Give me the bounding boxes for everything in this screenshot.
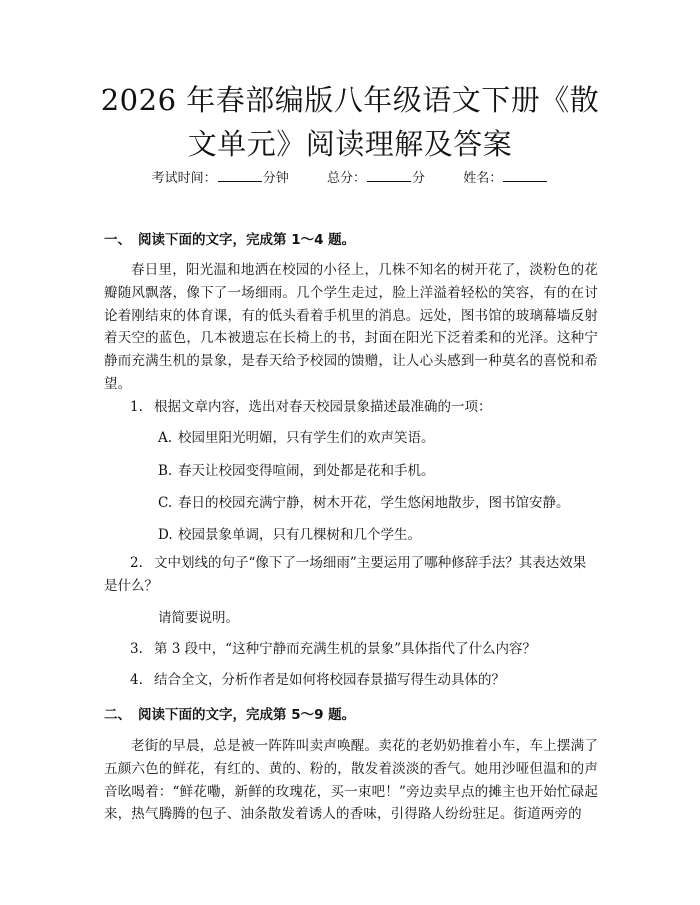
section-2-instruction: 阅读下面的文字，完成第 5～9 题。 [138, 707, 356, 723]
option-b-label: B. [158, 463, 173, 479]
question-1-option-a[interactable] [158, 428, 435, 448]
section-2-number: 二、 [104, 707, 131, 723]
student-name-blank[interactable] [503, 169, 547, 182]
option-a-label: A. [158, 430, 173, 446]
option-b-text: 春天让校园变得喧闹，到处都是花和手机。 [178, 463, 435, 479]
student-name-label: 姓名： [463, 171, 503, 186]
total-score-field [327, 171, 425, 186]
exam-time-field [152, 171, 289, 186]
exam-time-blank[interactable] [218, 169, 262, 182]
question-1 [104, 396, 598, 419]
section-2-heading [104, 705, 355, 725]
option-d-text: 校园景象单调，只有几棵树和几个学生。 [178, 527, 421, 543]
section-1-heading [104, 230, 355, 250]
question-3-text: 第 3 段中，“这种宁静而充满生机的景象”具体指代了什么内容？ [154, 641, 536, 657]
question-2-note: 请简要说明。 [158, 610, 239, 626]
question-4 [104, 669, 598, 692]
question-1-option-b[interactable] [158, 461, 435, 481]
total-score-label: 总分： [326, 171, 366, 186]
question-3 [104, 638, 598, 661]
question-3-number: 3. [130, 641, 143, 657]
question-4-number: 4. [130, 672, 143, 688]
question-1-text: 根据文章内容，选出对春天校园景象描述最准确的一项： [154, 399, 492, 415]
student-name-field [463, 171, 548, 186]
option-a-text: 校园里阳光明媚，只有学生们的欢声笑语。 [178, 430, 435, 446]
question-1-option-c[interactable] [158, 493, 570, 513]
question-2-number: 2. [130, 555, 143, 571]
option-c-text: 春日的校园充满宁静，树木开花，学生悠闲地散步，图书馆安静。 [178, 495, 570, 511]
exam-time-unit: 分钟 [262, 171, 289, 186]
section-1-number: 一、 [104, 232, 131, 248]
exam-time-label: 考试时间： [151, 171, 217, 186]
total-score-unit: 分 [412, 171, 426, 186]
document-title: 2026 年春部编版八年级语文下册《散文单元》阅读理解及答案 [100, 83, 600, 161]
question-4-text: 结合全文，分析作者是如何将校园春景描写得生动具体的？ [154, 672, 505, 688]
total-score-blank[interactable] [367, 169, 411, 182]
exam-meta-line [0, 169, 700, 188]
section-2-passage: 老街的早晨，总是被一阵阵叫卖声唤醒。卖花的老奶奶推着小车，车上摆满了五颜六色的鲜花，有红的、黄的、粉的，散发着淡淡的香气。她用沙哑但温和的声音吆喝着：“鲜花嘞，新鲜的玫瑰花，买一束吧！”旁边卖早点的摊主也开始忙碌起来，热气腾腾的包子、油条散发着诱人的香味，引得路人纷纷驻足。街道两旁的 [104, 738, 598, 823]
question-2-text: 文中划线的句子“像下了一场细雨”主要运用了哪种修辞手法？其表达效果是什么？ [104, 555, 587, 594]
question-1-number: 1. [130, 399, 143, 415]
section-1-instruction: 阅读下面的文字，完成第 1～4 题。 [138, 232, 356, 248]
question-2 [104, 552, 598, 598]
section-1-passage: 春日里，阳光温和地洒在校园的小径上，几株不知名的树开花了，淡粉色的花瓣随风飘落，像下了一场细雨。几个学生走过，脸上洋溢着轻松的笑容，有的在讨论着刚结束的体育课，有的低头看着手机里的消息。远处，图书馆的玻璃幕墙反射着天空的蓝色，几本被遗忘在长椅上的书，封面在阳光下泛着柔和的光泽。这种宁静而充满生机的景象，是春天给予校园的馈赠，让人心头感到一种莫名的喜悦和希望。 [104, 262, 598, 392]
option-d-label: D. [158, 527, 173, 543]
question-1-option-d[interactable] [158, 525, 421, 545]
option-c-label: C. [158, 495, 173, 511]
